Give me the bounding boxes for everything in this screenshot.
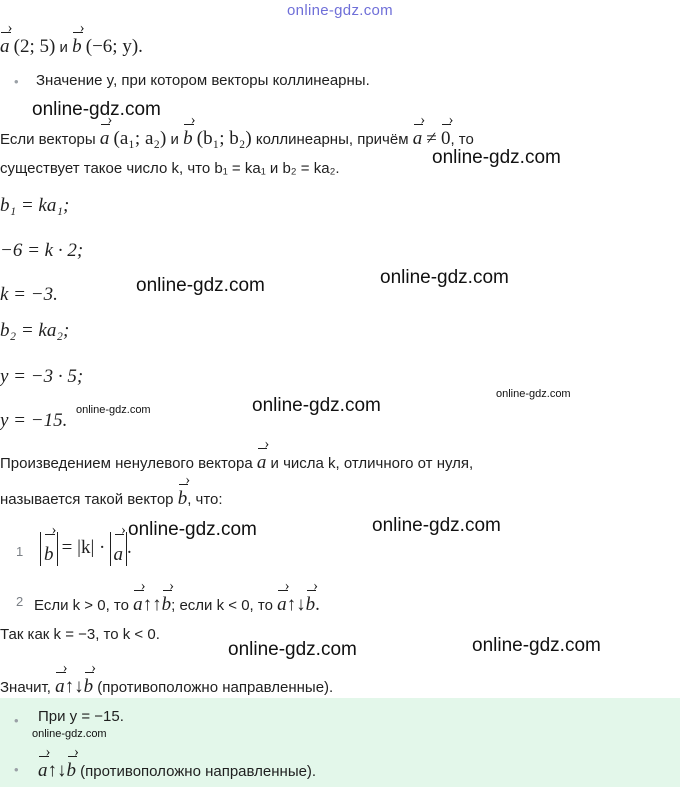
text-part: Если векторы — [0, 131, 96, 148]
watermark: online-gdz.com — [372, 515, 501, 536]
watermark: online-gdz.com — [32, 728, 107, 740]
bullet-dot: • — [14, 74, 19, 89]
answer-1: При y = −15. — [38, 708, 124, 725]
bullet-dot: • — [14, 713, 19, 728]
neq-sign: ≠ — [426, 128, 437, 149]
text-part: . — [127, 536, 132, 558]
opposite-sign: ↑↓ — [286, 594, 306, 615]
find-item: Значение y, при котором векторы коллинеарны. — [36, 72, 370, 89]
property-1 — [40, 532, 132, 566]
step-4: b₂ = ka₂; — [0, 320, 70, 341]
abs-b — [40, 532, 58, 566]
watermark: online-gdz.com — [252, 395, 381, 416]
watermark: online-gdz.com — [380, 267, 509, 288]
conclusion-line2 — [0, 670, 333, 698]
vector-a: a › — [133, 588, 143, 616]
property-2 — [34, 588, 320, 616]
bullet-dot: • — [14, 762, 19, 777]
step-6: y = −15. — [0, 410, 68, 431]
vector-a: a › — [55, 670, 65, 698]
vector-b: b › — [306, 588, 316, 616]
coords-a: (a₁; a₂) — [113, 128, 167, 149]
watermark-top: online-gdz.com — [287, 2, 393, 19]
text-part: коллинеарны, причём — [255, 131, 409, 148]
vector-b: b › — [67, 754, 77, 782]
abs-a — [110, 532, 128, 566]
text-part: называется такой вектор — [0, 491, 174, 508]
step-5: y = −3 · 5; — [0, 366, 84, 387]
opposite-sign: ↑↓ — [47, 760, 67, 781]
and-text: и — [59, 39, 68, 56]
watermark: online-gdz.com — [76, 404, 151, 416]
watermark: online-gdz.com — [136, 275, 265, 296]
text-part: ; если k < 0, то — [171, 597, 273, 614]
watermark: online-gdz.com — [496, 388, 571, 400]
coords-b: (b₁; b₂) — [196, 128, 252, 149]
list-number: 1 — [16, 544, 24, 559]
definition-line1 — [0, 446, 473, 474]
text-part: Если k > 0, то — [34, 597, 129, 614]
vector-b: b › — [162, 588, 172, 616]
vector-b: b › — [44, 532, 54, 572]
text-part: и числа k, отличного от нуля, — [270, 455, 474, 472]
vector-b: b › — [84, 670, 94, 698]
answer-2 — [38, 754, 316, 782]
text-part: (противоположно направленные). — [80, 763, 317, 780]
text-part: . — [315, 594, 320, 615]
vector-b: b › — [72, 30, 82, 58]
vector-a: a › — [0, 30, 10, 58]
given-vectors — [0, 30, 143, 58]
collinear-condition-line1 — [0, 122, 474, 150]
vector-a: a › — [277, 588, 287, 616]
text-part: Значит, — [0, 679, 51, 696]
definition-line2 — [0, 482, 223, 510]
vector-a: a › — [38, 754, 48, 782]
codirected-sign: ↑↑ — [142, 594, 162, 615]
collinear-condition-line2: существует такое число k, что b₁ = ka₁ и b₂ = ka₂. — [0, 160, 340, 177]
step-1: b₁ = ka₁; — [0, 195, 70, 216]
vector-b: b › — [183, 122, 193, 150]
text-part: , то — [450, 131, 474, 148]
watermark: online-gdz.com — [472, 635, 601, 656]
list-number: 2 — [16, 594, 24, 609]
watermark: online-gdz.com — [228, 639, 357, 660]
vector-a: a › — [257, 446, 267, 474]
text-part: Произведением ненулевого вектора — [0, 455, 253, 472]
text-part: (противоположно направленные). — [97, 679, 334, 696]
watermark: online-gdz.com — [432, 147, 561, 168]
conclusion-line1: Так как k = −3, то k < 0. — [0, 626, 160, 643]
watermark: online-gdz.com — [128, 519, 257, 540]
opposite-sign: ↑↓ — [64, 676, 84, 697]
zero-vector: 0 › — [441, 122, 451, 150]
vector-a: a › — [413, 122, 423, 150]
vector-b-coords: (−6; y). — [85, 36, 143, 57]
equation-part: = |k| · — [61, 536, 106, 558]
vector-b: b › — [178, 482, 188, 510]
watermark: online-gdz.com — [32, 99, 161, 120]
text-part: , что: — [187, 491, 223, 508]
step-2: −6 = k · 2; — [0, 240, 84, 261]
vector-a: a › — [100, 122, 110, 150]
step-3: k = −3. — [0, 284, 58, 305]
vector-a-coords: (2; 5) — [13, 36, 56, 57]
vector-a: a › — [114, 532, 124, 572]
text-part: и — [170, 131, 179, 148]
